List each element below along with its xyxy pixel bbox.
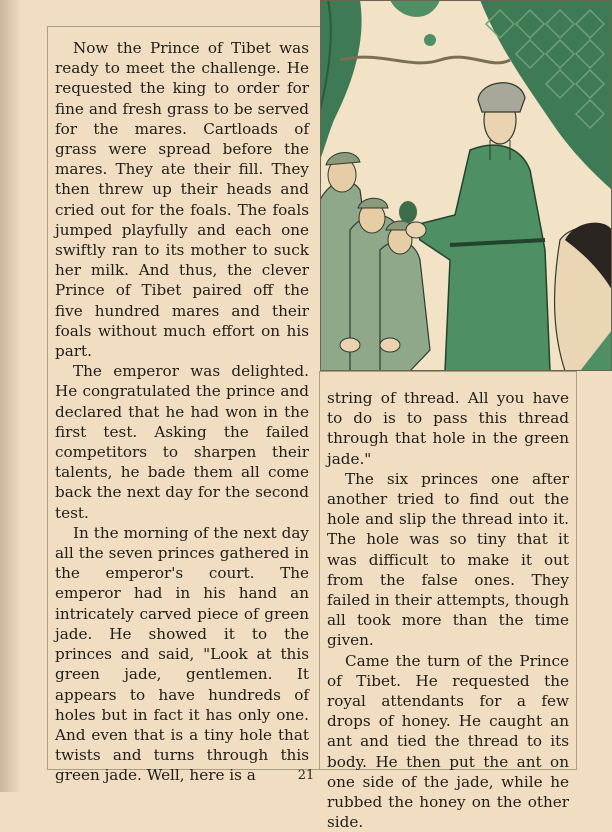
left-text-column <box>55 38 309 786</box>
right-text-column <box>327 388 569 832</box>
page-binding-shadow <box>0 0 20 792</box>
paragraph: The six princes one after another tried to find out the hole and slip the thread into it. The hole was so tiny that it was difficult to make it out from the false ones. They failed in their attempts, though all took more than the time given. <box>327 469 569 650</box>
paragraph: The emperor was delighted. He congratulated the prince and declared that he had won in the first test. Asking the failed competitors to sharpen their talents, he bade them all come back the next day for the second test. <box>55 362 309 522</box>
page-number: 21 <box>297 768 315 783</box>
paragraph: string of thread. All you have to do is to pass this thread through that hole in the green jade." <box>327 389 569 468</box>
story-illustration <box>320 0 612 371</box>
paragraph: Came the turn of the Prince of Tibet. He requested the royal attendants for a few drops of honey. He caught an ant and tied the thread to its body. He then put the ant on one side of the jade, while he rubbed the honey on the other side. <box>327 651 569 832</box>
paragraph: Now the Prince of Tibet was ready to meet the challenge. He requested the king to order for fine and fresh grass to be served for the mares. Cartloads of grass were spread before the mares. They ate their fill. They then threw up their heads and cried out for the foals. The foals jumped playfully and each one swiftly ran to its mother to suck her milk. And thus, the clever Prince of Tibet paired off the five hundred mares and their foals without much effort on his part. <box>55 39 309 361</box>
paragraph: In the morning of the next day all the seven princes gathered in the emperor's court. The emperor had in his hand an intricately carved piece of green jade. He showed it to the princes and said, "Look at this green jade, gentlemen. It appears to have hundreds of holes but in fact it has only one. And even that is a tiny hole that twists and turns through this green jade. Well, here is a <box>55 523 309 785</box>
